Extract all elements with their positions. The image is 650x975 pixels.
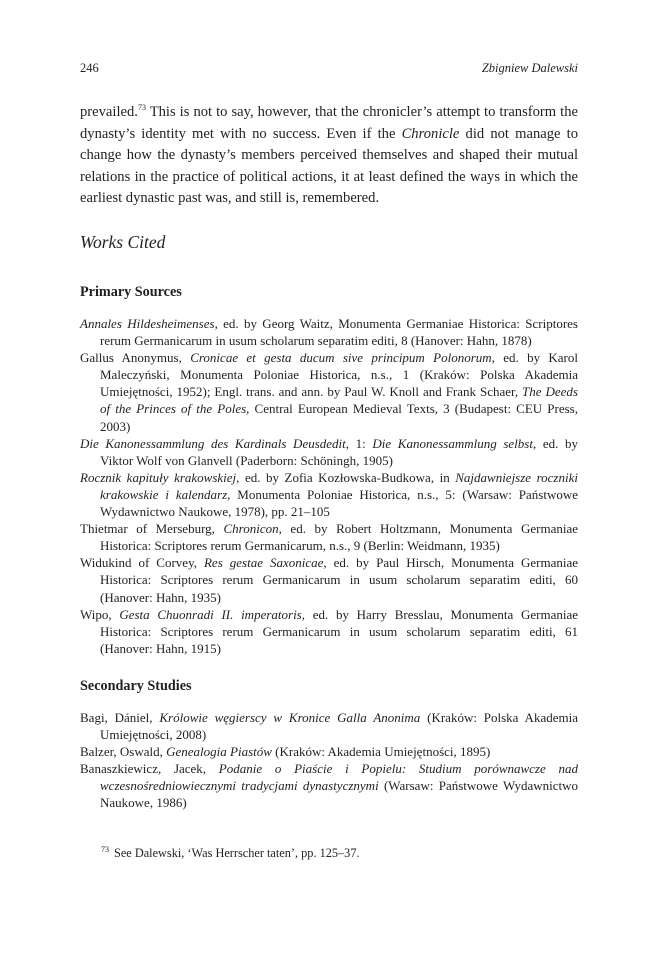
bibliography-entry: Rocznik kapituły krakowskiej, ed. by Zofia Kozłowska-Budkowa, in Najdawniejsze roczniki krakowskie i kalendarz, Monumenta Poloniae Historica, n.s., 5: (Warsaw: Państwowe Wydawnictwo Naukowe, 1978), pp. 21–105 — [80, 469, 578, 520]
bibliography-entry: Balzer, Oswald, Genealogia Piastów (Kraków: Akademia Umiejętności, 1895) — [80, 744, 491, 760]
works-cited-title: Works Cited — [80, 232, 166, 252]
secondary-studies-list — [80, 709, 578, 812]
bibliography-entry: Bagi, Dániel, Królowie węgierscy w Kronice Galla Anonima (Kraków: Polska Akademia Umiejętności, 2008) — [80, 710, 578, 743]
bibliography-entry: Banaszkiewicz, Jacek, Podanie o Piaście i Popielu: Studium porównawcze nad wczesnośredniowiecznymi tradycjami dynastycznymi (Warsaw: Państwowe Wydawnictwo Naukowe, 1986) — [80, 761, 579, 811]
primary-sources-heading: Primary Sources — [80, 284, 182, 300]
bibliography-entry: Annales Hildesheimenses, ed. by Georg Waitz, Monumenta Germaniae Historica: Scriptores rerum Germanicarum in usum scholarum separatim editi, 8 (Hanover: Hahn, 1878) — [80, 316, 578, 349]
secondary-studies-heading: Secondary Studies — [80, 678, 192, 694]
body-paragraph: prevailed.$^{73}$ This is not to say, however, that the chronicler’s attempt to transform the dynasty’s identity met with no success. Even if the Chronicle did not manage to change how the dynasty’s members perceived themselves and shaped their mutual relations in the practice of political actions, it at least defined the ways in which the earliest dynastic past was, and still is, remembered. — [80, 103, 579, 206]
footnote-text: See Dalewski, ‘Was Herrscher taten’, pp. 125–37. — [114, 846, 360, 860]
bibliography-entry: Thietmar of Merseburg, Chronicon, ed. by Robert Holtzmann, Monumenta Germaniae Historica: Scriptores rerum Germanicarum, n.s., 9 (Berlin: Weidmann, 1935) — [80, 521, 578, 554]
running-head: Zbigniew Dalewski — [481, 61, 578, 75]
footnote-reference: 73 — [137, 103, 146, 113]
page-number: 246 — [80, 61, 99, 75]
bibliography-entry: Widukind of Corvey, Res gestae Saxonicae, ed. by Paul Hirsch, Monumenta Germaniae Historica: Scriptores rerum Germanicarum in usum scholarum separatim editi, 60 (Hanover: Hahn, 1935) — [80, 555, 579, 605]
bibliography-entry: Die Kanonessammlung des Kardinals Deusdedit, 1: Die Kanonessammlung selbst, ed. by Viktor Wolf von Glanvell (Paderborn: Schöningh, 1905) — [80, 435, 578, 468]
footnote — [101, 846, 360, 861]
bibliography-entry: Wipo, Gesta Chuonradi II. imperatoris, ed. by Harry Bresslau, Monumenta Germaniae Historica: Scriptores rerum Germanicarum in usum scholarum separatim editi, 61 (Hanover: Hahn, 1915) — [80, 606, 579, 656]
footnote-number: 73 — [101, 844, 109, 854]
primary-sources-list — [80, 315, 578, 657]
body-text — [80, 102, 578, 210]
page-header — [80, 61, 578, 77]
bibliography-entry: Gallus Anonymus, Cronicae et gesta ducum sive principum Polonorum, ed. by Karol Maleczyński, Monumenta Poloniae Historica, n.s., 1 (Kraków: Polska Akademia Umiejętności, 1952); Engl. trans. and ann. by Paul W. Knoll and Frank Schaer, The Deeds of the Princes of the Poles, Central European Medieval Texts, 3 (Budapest: CEU Press, 2003) — [80, 350, 578, 434]
